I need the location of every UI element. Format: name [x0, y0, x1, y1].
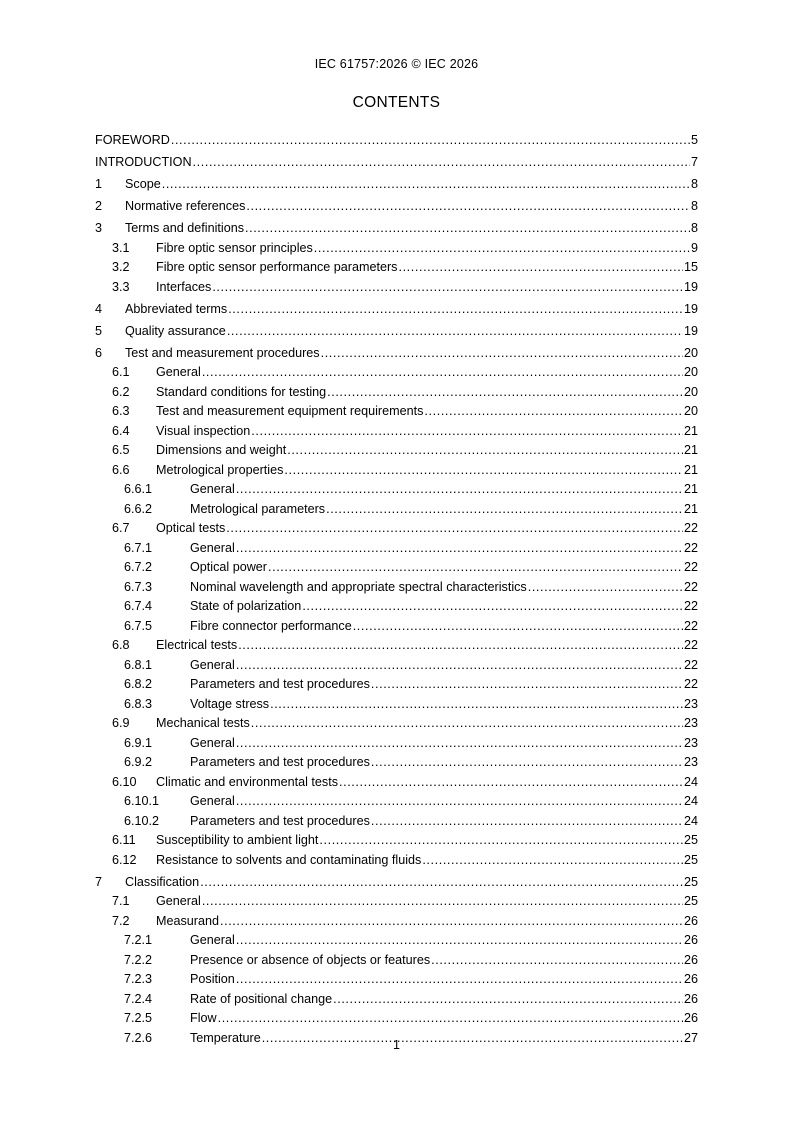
toc-dot-leader	[431, 953, 683, 967]
toc-entry[interactable]	[95, 867, 698, 889]
toc-dot-leader	[171, 133, 690, 147]
toc-entry-title: Test and measurement equipment requirements	[156, 404, 424, 418]
toc-entry-page: 19	[683, 323, 698, 338]
toc-dot-leader	[339, 775, 683, 789]
toc-dot-leader	[200, 875, 683, 889]
toc-dot-leader	[238, 638, 683, 652]
toc-dot-leader	[236, 933, 683, 947]
toc-entry-title: General	[156, 894, 201, 908]
toc-entry-number: 6.3	[112, 404, 130, 418]
toc-entry[interactable]	[95, 652, 698, 672]
toc-entry-number: 6.7.2	[124, 560, 153, 574]
toc-entry-page: 24	[683, 794, 698, 808]
toc-entry-number: 7.2.6	[124, 1030, 153, 1045]
toc-dot-leader	[227, 324, 683, 338]
toc-entry-page: 25	[683, 852, 698, 867]
toc-entry-number: 3.1	[112, 240, 130, 255]
toc-entry-title: Scope	[125, 177, 161, 191]
toc-entry-page: 25	[683, 874, 698, 889]
toc-entry[interactable]	[95, 338, 698, 360]
toc-entry-page: 21	[683, 501, 698, 516]
toc-entry-number: 7.1	[112, 894, 130, 908]
toc-entry-title: Presence or absence of objects or features	[190, 952, 431, 967]
toc-dot-leader	[326, 502, 683, 516]
toc-entry-number: 6.1	[112, 365, 130, 379]
toc-dot-leader	[236, 972, 683, 986]
toc-entry[interactable]	[95, 438, 698, 458]
toc-entry-title: Parameters and test procedures	[190, 813, 370, 828]
toc-dot-leader	[193, 155, 690, 169]
toc-entry-page: 22	[683, 638, 698, 652]
toc-entry[interactable]	[95, 125, 698, 147]
toc-dot-leader	[236, 794, 683, 808]
toc-entry-number: 7.2.1	[124, 933, 153, 947]
toc-entry-title: Parameters and test procedures	[190, 755, 370, 769]
toc-entry-page: 21	[683, 423, 698, 438]
toc-entry-number: 6.7.1	[124, 540, 153, 555]
toc-entry-number: 2	[95, 199, 103, 213]
toc-entry[interactable]	[95, 574, 698, 594]
toc-entry-title: Visual inspection	[156, 423, 251, 438]
toc-entry-page: 26	[683, 991, 698, 1006]
toc-entry[interactable]	[95, 457, 698, 477]
toc-entry-title: Quality assurance	[125, 323, 226, 338]
toc-entry[interactable]	[95, 379, 698, 399]
toc-dot-leader	[228, 302, 683, 316]
toc-entry-page: 21	[683, 482, 698, 496]
toc-entry[interactable]	[95, 316, 698, 338]
toc-entry-title: Terms and definitions	[125, 221, 245, 235]
toc-dot-leader	[314, 241, 690, 255]
toc-entry[interactable]	[95, 516, 698, 536]
toc-entry-number: 6.2	[112, 384, 130, 399]
toc-entry-page: 22	[683, 618, 698, 633]
toc-entry-title: Fibre optic sensor principles	[156, 240, 313, 255]
toc-entry-number: 6.8.3	[124, 696, 153, 711]
toc-entry-number: 7.2.3	[124, 972, 153, 986]
toc-entry[interactable]	[95, 986, 698, 1006]
toc-entry-number: 7.2	[112, 913, 130, 928]
toc-dot-leader	[398, 260, 683, 274]
toc-entry[interactable]	[95, 947, 698, 967]
toc-entry-title: Mechanical tests	[156, 716, 250, 730]
toc-entry-title: State of polarization	[190, 599, 302, 613]
toc-dot-leader	[284, 463, 683, 477]
toc-entry[interactable]	[95, 169, 698, 191]
toc-dot-leader	[251, 716, 683, 730]
toc-entry-title: Flow	[190, 1011, 217, 1025]
toc-entry[interactable]	[95, 418, 698, 438]
toc-entry-page: 26	[683, 1011, 698, 1025]
toc-entry[interactable]	[95, 594, 698, 614]
toc-entry-page: 23	[683, 716, 698, 730]
document-header: IEC 61757:2026 © IEC 2026	[314, 57, 479, 71]
toc-entry-number: 6.12	[112, 852, 137, 867]
toc-entry-title: Metrological properties	[156, 462, 284, 477]
toc-entry-title: Position	[190, 972, 235, 986]
toc-entry-page: 22	[683, 560, 698, 574]
toc-entry-title: Fibre connector performance	[190, 618, 352, 633]
toc-entry-number: 6.9.2	[124, 755, 153, 769]
toc-entry[interactable]	[95, 808, 698, 828]
toc-entry-title: Metrological parameters	[190, 501, 326, 516]
toc-entry-number: 6.10	[112, 774, 137, 789]
toc-entry-page: 26	[683, 913, 698, 928]
toc-entry-title: Climatic and environmental tests	[156, 774, 338, 789]
toc-entry[interactable]	[95, 555, 698, 575]
toc-entry-number: 4	[95, 301, 103, 316]
toc-entry[interactable]	[95, 147, 698, 169]
toc-entry-number: 3.2	[112, 260, 130, 274]
toc-entry-number: 6.7.4	[124, 599, 153, 613]
toc-entry[interactable]	[95, 672, 698, 692]
toc-entry-page: 22	[683, 521, 698, 535]
toc-dot-leader	[268, 560, 683, 574]
toc-entry-page: 21	[683, 443, 698, 457]
toc-entry-number: 6.8	[112, 638, 130, 652]
toc-entry-page: 25	[683, 833, 698, 847]
toc-entry[interactable]	[95, 750, 698, 770]
toc-dot-leader	[162, 177, 690, 191]
toc-entry[interactable]	[95, 294, 698, 316]
toc-entry-title: Abbreviated terms	[125, 301, 228, 316]
toc-entry[interactable]	[95, 496, 698, 516]
toc-entry-title: General	[190, 794, 235, 808]
toc-dot-leader	[251, 424, 683, 438]
toc-dot-leader	[302, 599, 683, 613]
toc-dot-leader	[218, 1011, 683, 1025]
toc-entry-title: Classification	[125, 874, 200, 889]
toc-entry-page: 20	[683, 365, 698, 379]
toc-entry[interactable]	[95, 769, 698, 789]
toc-entry-number: 6.9.1	[124, 735, 153, 750]
toc-entry-page: 26	[683, 933, 698, 947]
toc-entry[interactable]	[95, 711, 698, 731]
toc-entry-page: 19	[683, 279, 698, 294]
toc-dot-leader	[371, 755, 683, 769]
toc-entry-page: 15	[683, 260, 698, 274]
toc-entry-page: 5	[690, 133, 698, 147]
toc-entry-title: General	[190, 657, 235, 672]
toc-entry-page: 25	[683, 894, 698, 908]
toc-entry[interactable]	[95, 967, 698, 987]
toc-entry-page: 22	[683, 657, 698, 672]
toc-entry-number: 6.5	[112, 443, 130, 457]
toc-entry-page: 23	[683, 696, 698, 711]
toc-dot-leader	[212, 280, 683, 294]
toc-entry-title: General	[190, 482, 235, 496]
toc-entry-number: 6.10.2	[124, 813, 160, 828]
toc-dot-leader	[236, 658, 683, 672]
toc-entry-number: 6.6	[112, 462, 130, 477]
toc-dot-leader	[236, 541, 683, 555]
toc-entry-title: Susceptibility to ambient light	[156, 833, 319, 847]
toc-entry-number: 6	[95, 345, 103, 360]
toc-dot-leader	[321, 346, 683, 360]
toc-entry-number: 7.2.2	[124, 952, 153, 967]
toc-entry-number: 6.11	[112, 833, 136, 847]
toc-entry-number: 7.2.5	[124, 1011, 153, 1025]
toc-dot-leader	[202, 365, 683, 379]
toc-entry[interactable]	[95, 535, 698, 555]
toc-entry-page: 26	[683, 952, 698, 967]
toc-entry-title: General	[190, 540, 235, 555]
toc-entry[interactable]	[95, 889, 698, 909]
toc-entry-page: 8	[690, 221, 698, 235]
toc-entry-title: Test and measurement procedures	[125, 345, 320, 360]
toc-entry-page: 22	[683, 599, 698, 613]
toc-dot-leader	[422, 853, 683, 867]
toc-entry-number: 5	[95, 323, 103, 338]
toc-entry-title: Optical power	[190, 560, 267, 574]
toc-entry-number: 7.2.4	[124, 991, 153, 1006]
toc-entry-page: 19	[683, 301, 698, 316]
toc-entry-page: 23	[683, 755, 698, 769]
toc-dot-leader	[327, 385, 683, 399]
toc-entry[interactable]	[95, 255, 698, 275]
toc-dot-leader	[319, 833, 683, 847]
toc-entry-page: 26	[683, 972, 698, 986]
toc-entry[interactable]	[95, 191, 698, 213]
table-of-contents	[95, 125, 698, 1045]
toc-entry[interactable]	[95, 399, 698, 419]
toc-dot-leader	[333, 992, 683, 1006]
toc-dot-leader	[226, 521, 683, 535]
toc-entry-number: 1	[95, 177, 103, 191]
toc-entry-page: 24	[683, 774, 698, 789]
toc-entry-number: 6.6.2	[124, 501, 153, 516]
toc-entry-page: 21	[683, 462, 698, 477]
toc-entry-page: 22	[683, 540, 698, 555]
toc-dot-leader	[371, 677, 683, 691]
toc-entry-title: Voltage stress	[190, 696, 270, 711]
toc-entry-number: 3	[95, 221, 103, 235]
toc-entry[interactable]	[95, 789, 698, 809]
toc-entry-page: 8	[690, 177, 698, 191]
toc-entry-page: 20	[683, 345, 698, 360]
toc-entry-page: 22	[683, 677, 698, 691]
toc-dot-leader	[424, 404, 683, 418]
toc-entry[interactable]	[95, 1006, 698, 1026]
toc-entry[interactable]	[95, 477, 698, 497]
toc-dot-leader	[236, 482, 683, 496]
toc-entry[interactable]	[95, 633, 698, 653]
toc-entry-number: 6.8.1	[124, 657, 153, 672]
toc-entry-number: 6.7	[112, 521, 130, 535]
toc-entry-title: Electrical tests	[156, 638, 238, 652]
toc-entry[interactable]	[95, 213, 698, 235]
toc-entry-number: 3.3	[112, 279, 130, 294]
toc-dot-leader	[245, 221, 690, 235]
toc-entry-page: 7	[690, 155, 698, 169]
toc-entry-title: Measurand	[156, 913, 220, 928]
toc-dot-leader	[371, 814, 683, 828]
toc-entry-title: Fibre optic sensor performance parameters	[156, 260, 398, 274]
page-number: 1	[393, 1038, 400, 1052]
toc-entry-title: FOREWORD	[95, 133, 170, 147]
toc-entry-title: Temperature	[190, 1030, 261, 1045]
toc-entry-title: Parameters and test procedures	[190, 677, 370, 691]
toc-entry-number: 7	[95, 874, 103, 889]
toc-dot-leader	[246, 199, 690, 213]
toc-entry[interactable]	[95, 847, 698, 867]
toc-entry[interactable]	[95, 908, 698, 928]
toc-entry-title: Rate of positional change	[190, 991, 333, 1006]
toc-entry-number: 6.9	[112, 716, 130, 730]
toc-dot-leader	[236, 736, 683, 750]
toc-entry-title: Nominal wavelength and appropriate spectral characteristics	[190, 579, 527, 594]
toc-entry-number: 6.10.1	[124, 794, 160, 808]
toc-entry-number: 6.7.3	[124, 579, 153, 594]
toc-entry-title: Dimensions and weight	[156, 443, 287, 457]
page-title: CONTENTS	[352, 94, 441, 111]
toc-entry-page: 8	[690, 199, 698, 213]
toc-dot-leader	[202, 894, 683, 908]
toc-entry-title: INTRODUCTION	[95, 155, 192, 169]
toc-entry[interactable]	[95, 360, 698, 380]
toc-entry-number: 6.4	[112, 423, 130, 438]
toc-dot-leader	[220, 914, 683, 928]
toc-entry-title: Resistance to solvents and contaminating fluids	[156, 852, 422, 867]
toc-entry[interactable]	[95, 828, 698, 848]
toc-entry-page: 23	[683, 735, 698, 750]
toc-dot-leader	[353, 619, 683, 633]
toc-entry-title: General	[190, 933, 235, 947]
toc-entry-page: 22	[683, 579, 698, 594]
toc-entry[interactable]	[95, 274, 698, 294]
toc-dot-leader	[270, 697, 683, 711]
toc-entry-title: Standard conditions for testing	[156, 384, 327, 399]
toc-entry[interactable]	[95, 235, 698, 255]
toc-entry[interactable]	[95, 691, 698, 711]
toc-entry-number: 6.6.1	[124, 482, 153, 496]
toc-entry-title: General	[156, 365, 201, 379]
toc-entry[interactable]	[95, 730, 698, 750]
toc-entry[interactable]	[95, 928, 698, 948]
toc-entry[interactable]	[95, 613, 698, 633]
toc-entry-page: 24	[683, 813, 698, 828]
toc-dot-leader	[528, 580, 683, 594]
toc-entry-page: 20	[683, 384, 698, 399]
toc-entry-title: General	[190, 735, 235, 750]
toc-dot-leader	[287, 443, 683, 457]
toc-entry-title: Normative references	[125, 199, 246, 213]
toc-entry-title: Optical tests	[156, 521, 226, 535]
toc-entry-page: 9	[690, 240, 698, 255]
toc-entry-title: Interfaces	[156, 279, 212, 294]
toc-entry-page: 27	[683, 1030, 698, 1045]
toc-entry-page: 20	[683, 404, 698, 418]
toc-entry-number: 6.8.2	[124, 677, 153, 691]
toc-entry-number: 6.7.5	[124, 618, 153, 633]
